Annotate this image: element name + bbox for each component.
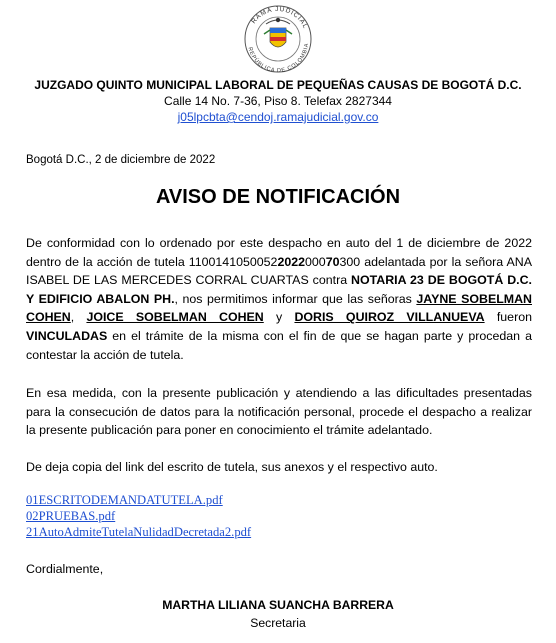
notice-paragraph-2: En esa medida, con la presente publicación y atendiendo a las dificultades presentadas para la consecución de datos para la notificación personal, procede el despacho a realizar la presente publicación para poner en conocimiento el trámite adelantado. (26, 386, 532, 438)
p1-text-1e: 3 (339, 254, 347, 269)
p1-text-1: De conformidad con lo ordenado por este despacho en auto del 1 de diciembre de 2022 dentro de la acción de tutela 1100141050052 (26, 236, 532, 269)
closing-salutation: Cordialmente, (26, 562, 104, 576)
notice-paragraph-1 (26, 234, 532, 364)
date-line: Bogotá D.C., 2 de diciembre de 2022 (26, 154, 216, 166)
p1-text-5: en el trámite de la misma con el fin de que se hagan parte y procedan a contestar la acción de tutela. (26, 328, 532, 362)
p1-year: 2022 (277, 254, 306, 269)
court-address: Calle 14 No. 7-36, Piso 8. Telefax 2827344 (164, 94, 392, 108)
p1-number: 70 (325, 254, 340, 269)
p1-entity: NOTARIA 23 DE BOGOTÁ D.C. Y EDIFICIO ABALON PH. (26, 273, 532, 306)
notice-title: AVISO DE NOTIFICACIÓN (155, 186, 401, 208)
p1-person-1: JAYNE SOBELMAN COHEN (26, 291, 532, 325)
attachment-link-auto[interactable]: 21AutoAdmiteTutelaNulidadDecretada2.pdf (26, 525, 252, 539)
p1-sep-1: , (70, 310, 87, 325)
p1-text-3: , nos permitimos informar que las señoras (174, 291, 417, 306)
attachment-links (26, 492, 251, 540)
svg-text:REPÚBLICA DE COLOMBIA: REPÚBLICA DE COLOMBIA (246, 42, 311, 74)
p1-person-3: DORIS QUIROZ VILLANUEVA (294, 310, 485, 325)
signer-name: MARTHA LILIANA SUANCHA BARRERA (162, 598, 394, 612)
p1-sep-2: y (263, 310, 295, 325)
court-name: JUZGADO QUINTO MUNICIPAL LABORAL DE PEQUEÑAS CAUSAS DE BOGOTÁ D.C. (34, 78, 522, 92)
svg-text:RAMA JUDICIAL: RAMA JUDICIAL (250, 5, 309, 31)
p1-text-4: fueron (484, 310, 532, 325)
attachment-link-pruebas[interactable]: 02PRUEBAS.pdf (26, 509, 116, 523)
signer-role: Secretaria (250, 616, 306, 630)
court-email-line (0, 110, 556, 124)
rama-judicial-seal-logo (236, 4, 320, 74)
attachment-link-escrito[interactable]: 01ESCRITODEMANDATUTELA.pdf (26, 493, 223, 507)
p1-text-2: 00 adelantada por la señora ANA ISABEL DE LAS MERCEDES CORRAL CUARTAS contra (26, 254, 532, 288)
court-email-link[interactable]: j05lpcbta@cendoj.ramajudicial.gov.co (177, 110, 379, 124)
notice-paragraph-3: De deja copia del link del escrito de tutela, sus anexos y el respectivo auto. (26, 460, 438, 474)
p1-text-1c: 000 (305, 254, 326, 269)
p1-vinculadas: VINCULADAS (26, 328, 108, 343)
p1-person-2: JOICE SOBELMAN COHEN (86, 310, 264, 325)
